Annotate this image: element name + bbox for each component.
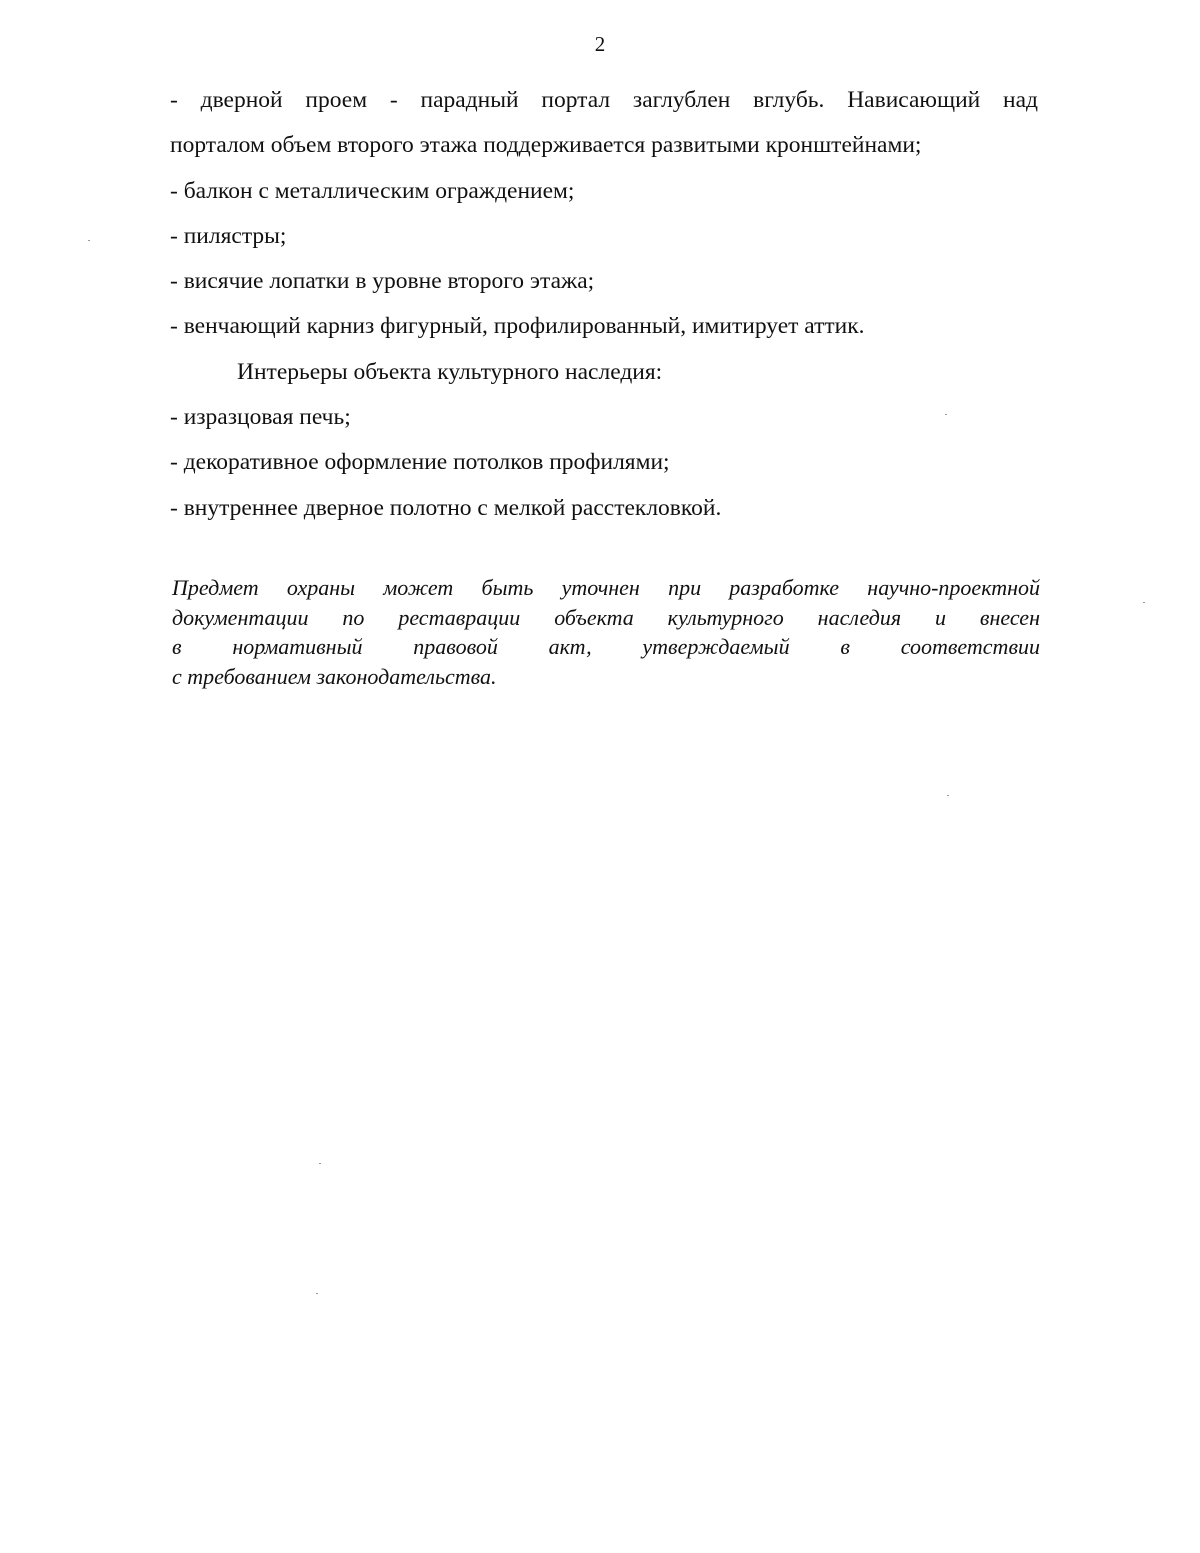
scan-speck — [319, 1163, 321, 1164]
note-line: с требованием законодательства. — [172, 664, 497, 690]
list-item-interior-door: - внутреннее дверное полотно с мелкой расстекловкой. — [170, 494, 722, 521]
scan-speck — [88, 240, 90, 241]
list-item-hanging-blades: - висячие лопатки в уровне второго этажа; — [170, 268, 595, 295]
list-item-balcony: - балкон с металлическим ограждением; — [170, 177, 575, 204]
interiors-heading: Интерьеры объекта культурного наследия: — [237, 358, 663, 385]
note-line: документации по реставрации объекта культурного наследия и внесен — [172, 604, 1040, 630]
protection-subject-list — [170, 84, 1038, 537]
note-line: в нормативный правовой акт, утверждаемый в соответствии — [172, 634, 1040, 660]
list-item-cornice: - венчающий карниз фигурный, профилированный, имитирует аттик. — [170, 313, 865, 340]
clarification-note — [172, 575, 1040, 694]
list-item-ceiling-profiles: - декоративное оформление потолков профилями; — [170, 449, 670, 476]
scan-speck — [316, 1293, 318, 1294]
note-line: Предмет охраны может быть уточнен при разработке научно-проектной — [172, 575, 1040, 600]
list-item-doorway-continued: порталом объем второго этажа поддерживается развитыми кронштейнами; — [170, 132, 922, 159]
list-item-tiled-stove: - изразцовая печь; — [170, 404, 351, 431]
page-number: 2 — [594, 32, 606, 56]
list-item-pilasters: - пилястры; — [170, 222, 287, 249]
scan-speck — [1143, 602, 1145, 603]
scan-speck — [947, 795, 949, 796]
list-item-doorway: - дверной проем - парадный портал заглублен вглубь. Нависающий над — [170, 87, 1038, 113]
scan-speck — [945, 414, 947, 415]
